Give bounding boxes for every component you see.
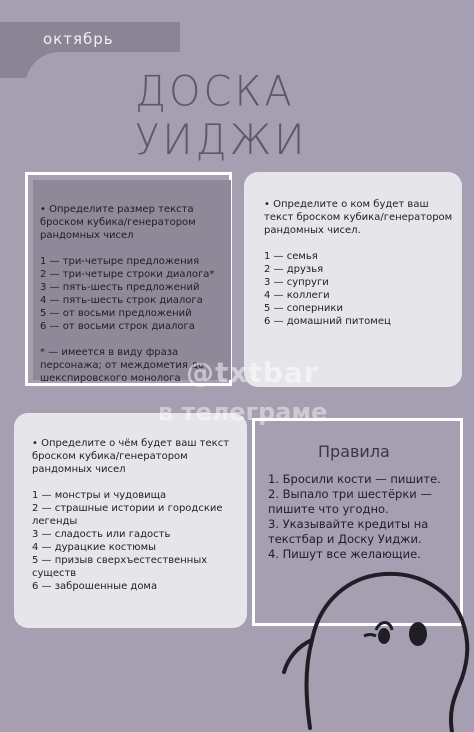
list-item: 3 — супруги — [264, 277, 329, 288]
page-title: ДОСКА УИДЖИ — [135, 67, 308, 165]
card1-intro: • Определите размер текста броском кубика/генератором рандомных чисел — [40, 204, 196, 241]
list-item: 4 — пять-шесть строк диалога — [40, 295, 203, 306]
list-item: 2 — три-четыре строки диалога* — [40, 269, 215, 280]
list-item: 3 — сладость или гадость — [32, 529, 171, 540]
rule-item: 3. Указывайте кредиты на текстбар и Доску Уиджи. — [268, 517, 429, 546]
list-item: 1 — три-четыре предложения — [40, 256, 200, 267]
list-item: 5 — призыв сверхъестественных существ — [32, 555, 208, 579]
list-item: 4 — коллеги — [264, 290, 330, 301]
rule-item: 4. Пишут все желающие. — [268, 547, 421, 561]
list-item: 4 — дурацкие костюмы — [32, 542, 157, 553]
watermark-caption: в телеграме — [158, 398, 328, 426]
rule-item: 2. Выпало три шестёрки — пишите что угодно. — [268, 487, 432, 516]
list-item: 2 — друзья — [264, 264, 324, 275]
card3-intro: • Определите о чём будет ваш текст броском кубика/генератором рандомных чисел — [32, 438, 230, 475]
topic-card — [32, 437, 237, 593]
ghost-icon — [280, 560, 474, 732]
rule-item: 1. Бросили кости — пишите. — [268, 472, 441, 486]
rules-list — [268, 472, 453, 562]
list-item: 6 — от восьми строк диалога — [40, 321, 195, 332]
list-item: 5 — соперники — [264, 303, 343, 314]
list-item: 3 — пять-шесть предложений — [40, 282, 200, 293]
month-label: октябрь — [43, 30, 114, 48]
list-item: 2 — страшные истории и городские легенды — [32, 503, 223, 527]
list-item: 1 — монстры и чудовища — [32, 490, 167, 501]
list-item: 5 — от восьми предложений — [40, 308, 192, 319]
list-item: 1 — семья — [264, 251, 318, 262]
characters-card — [264, 198, 454, 328]
card2-intro: • Определите о ком будет ваш текст броском кубика/генератором рандомных чисел. — [264, 199, 453, 236]
card1-note: * — имеется в виду фраза персонажа; от междометия до шекспировского монолога — [40, 347, 205, 384]
watermark-handle: @txtbar — [186, 356, 319, 389]
list-item: 6 — заброшенные дома — [32, 581, 158, 592]
list-item: 6 — домашний питомец — [264, 316, 391, 327]
rules-title: Правила — [318, 442, 390, 461]
